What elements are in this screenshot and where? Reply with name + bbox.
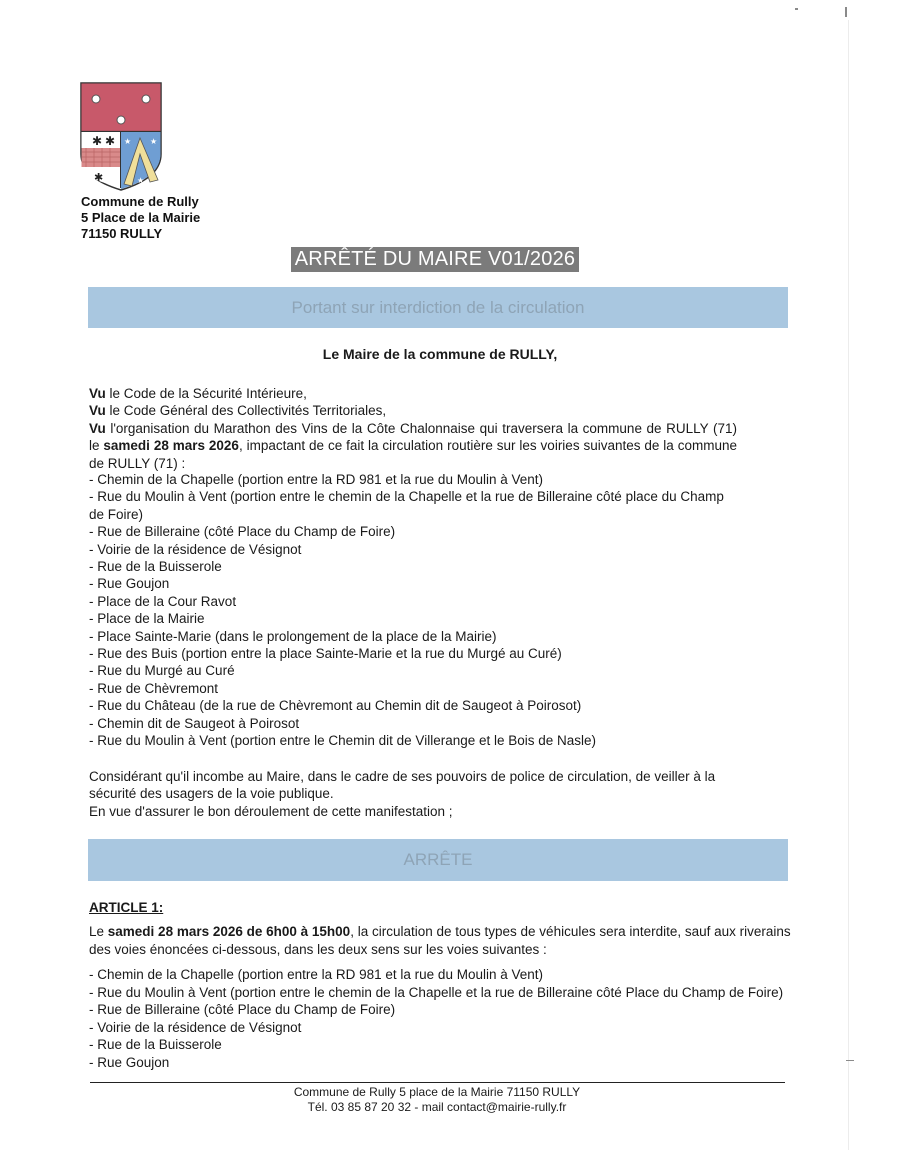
article-1-body xyxy=(89,923,797,959)
list-item: - Place de la Mairie xyxy=(89,611,205,627)
list-item: - Rue Goujon xyxy=(89,576,170,592)
list-item: - Rue des Buis (portion entre la place Sainte-Marie et la rue du Murgé au Curé) xyxy=(89,646,562,662)
vu-keyword: Vu xyxy=(89,420,106,436)
svg-text:✱: ✱ xyxy=(94,171,104,184)
scan-speck xyxy=(845,7,847,17)
list-item: - Rue du Murgé au Curé xyxy=(89,663,235,679)
list-item: - Rue de la Buisserole xyxy=(89,559,222,575)
article-1-date: samedi 28 mars 2026 de 6h00 à 15h00 xyxy=(107,924,351,939)
footer-divider xyxy=(90,1082,785,1083)
list-item: - Rue de Billeraine (côté Place du Champ de Foire) xyxy=(89,524,396,540)
scan-speck xyxy=(795,8,798,10)
svg-text:✱: ✱ xyxy=(92,134,103,148)
list-item: - Rue du Moulin à Vent (portion entre le Chemin dit de Villerange et le Bois de Nasle) xyxy=(89,733,597,749)
svg-text:★: ★ xyxy=(137,176,145,185)
vu-text: le Code de la Sécurité Intérieure, xyxy=(105,386,307,401)
commune-address xyxy=(81,194,200,242)
svg-text:✱: ✱ xyxy=(105,134,116,148)
vu-text: le Code Général des Collectivités Territoriales, xyxy=(105,403,387,419)
list-item: - Chemin de la Chapelle (portion entre la RD 981 et la rue du Moulin à Vent) xyxy=(89,967,544,982)
event-date: samedi 28 mars 2026 xyxy=(103,438,239,454)
affected-streets-list xyxy=(89,471,737,750)
article-1-title: ARTICLE 1: xyxy=(89,900,164,915)
vu-line xyxy=(89,402,737,419)
article-1-streets xyxy=(89,966,809,1072)
arrete-band xyxy=(88,839,788,881)
commune-name: Commune de Rully xyxy=(81,194,199,209)
scan-edge xyxy=(848,20,849,1150)
vu-line xyxy=(89,385,737,402)
svg-text:★: ★ xyxy=(150,137,158,146)
vu-marathon-text: l'organisation du Marathon des Vins de la Côte Chalonnaise qui traversera la commune de RULLY (71) le xyxy=(89,420,737,454)
page-title: ARRÊTÉ DU MAIRE V01/2026 xyxy=(291,247,579,272)
article-1-lead: Le xyxy=(89,924,108,939)
list-item: - Voirie de la résidence de Vésignot xyxy=(89,541,302,557)
list-item: - Place Sainte-Marie (dans le prolongement de la place de la Mairie) xyxy=(89,628,497,644)
consideration-text: En vue d'assurer le bon déroulement de cette manifestation ; xyxy=(89,803,453,819)
vu-keyword: Vu xyxy=(89,386,106,401)
coat-of-arms-logo xyxy=(80,82,162,192)
subtitle-band xyxy=(88,287,788,328)
svg-text:★: ★ xyxy=(124,137,132,146)
commune-street: 5 Place de la Mairie xyxy=(81,210,201,225)
vu-marathon-text-end: , impactant de ce fait la circulation routière sur les voiries suivantes de la commune de RULLY (71) : xyxy=(89,438,737,471)
list-item: - Rue de la Buisserole xyxy=(89,1037,222,1053)
subtitle: Portant sur interdiction de la circulation xyxy=(291,298,585,317)
article-1-text: , la circulation de tous types de véhicules sera interdite, sauf aux riverains des voies énoncées ci-dessous, dans les deux sens sur les voies suivantes : xyxy=(89,924,791,957)
vu-marathon-paragraph xyxy=(89,420,737,472)
list-item: - Rue du Moulin à Vent (portion entre le chemin de la Chapelle et la rue de Billeraine côté place du Champ de Foire) xyxy=(89,489,724,522)
vu-keyword: Vu xyxy=(89,403,106,419)
list-item: - Rue de Chèvremont xyxy=(89,680,219,696)
vu-section xyxy=(89,385,737,472)
footer xyxy=(0,1085,874,1115)
footer-address: Commune de Rully 5 place de la Mairie 71150 RULLY xyxy=(293,1085,581,1099)
list-item: - Chemin dit de Saugeot à Poirosot xyxy=(89,715,300,731)
title-wrapper xyxy=(0,247,870,272)
considerations xyxy=(89,768,737,820)
consideration-text: Considérant qu'il incombe au Maire, dans le cadre de ses pouvoirs de police de circulation, de veiller à la sécurité des usagers de la voie publique. xyxy=(89,769,716,802)
list-item: - Rue Goujon xyxy=(89,1054,170,1070)
list-item: - Rue du Château (de la rue de Chèvremont au Chemin dit de Saugeot à Poirosot) xyxy=(89,698,582,714)
list-item: - Voirie de la résidence de Vésignot xyxy=(89,1019,302,1035)
list-item: - Rue de Billeraine (côté Place du Champ de Foire) xyxy=(89,1002,396,1018)
scan-speck xyxy=(846,1060,854,1061)
arrete-heading: ARRÊTE xyxy=(403,850,473,869)
mayor-heading: Le Maire de la commune de RULLY, xyxy=(322,346,558,362)
list-item: - Chemin de la Chapelle (portion entre la RD 981 et la rue du Moulin à Vent) xyxy=(89,472,544,487)
footer-contact: Tél. 03 85 87 20 32 - mail contact@mairie-rully.fr xyxy=(307,1100,567,1114)
list-item: - Place de la Cour Ravot xyxy=(89,593,237,609)
commune-city: 71150 RULLY xyxy=(81,226,163,241)
list-item: - Rue du Moulin à Vent (portion entre le chemin de la Chapelle et la rue de Billeraine côté Place du Champ de Foire) xyxy=(89,984,784,1000)
